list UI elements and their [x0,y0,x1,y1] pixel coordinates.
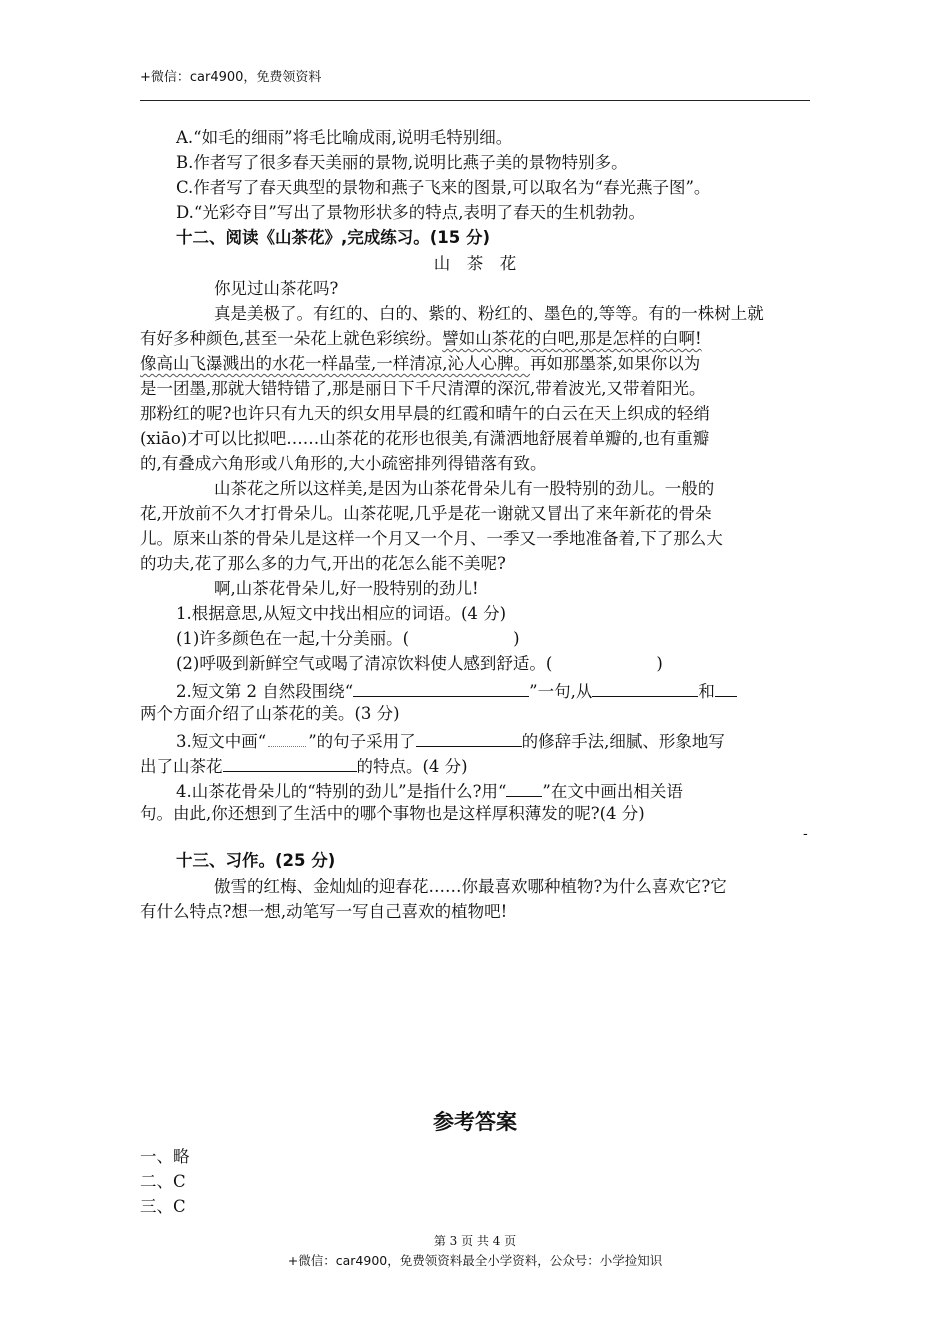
footer-wechat: +微信：car4900，免费领资料最全小学资料，公众号：小学捡知识 [287,1253,663,1268]
header-wechat: +微信：car4900，免费领资料 [140,70,322,85]
passage-p3-line2: 花,开放前不久才打骨朵儿。山茶花呢,几乎是花一谢就又冒出了来年新花的骨朵 [140,504,712,523]
question-2-text-c: 和 [698,682,715,701]
section-13-line1: 傲雪的红梅、金灿灿的迎春花……你最喜欢哪种植物?为什么喜欢它?它 [214,877,727,896]
answer-item-1: 一、略 [140,1147,190,1166]
question-4 [176,778,683,803]
section-13-heading: 十三、习作。(25 分) [176,851,336,870]
question-3-text-a: 3.短文中画“ [176,732,267,751]
underline-symbol [506,778,542,797]
question-3-line2-text-b: 的特点。(4 分) [356,757,468,776]
passage-p1: 你见过山茶花吗? [214,279,339,298]
question-3-text-c: 的修辞手法,细腻、形象地写 [521,732,725,751]
footer-page-number: 第 3 页 共 4 页 [433,1234,517,1248]
question-3-text-b: ”的句子采用了 [308,732,416,751]
question-1-1-text: (1)许多颜色在一起,十分美丽。( [176,629,410,648]
passage-p2-line2 [140,328,702,350]
passage-p3-line4: 的功夫,花了那么多的力气,开出的花怎么能不美呢? [140,554,506,573]
question-1: 1.根据意思,从短文中找出相应的词语。(4 分) [176,604,507,623]
passage-p2-line3-plain: 再如那墨茶,如果你以为 [530,354,701,373]
passage-p2-line7: 的,有叠成六角形或八角形的,大小疏密排列得错落有致。 [140,454,547,473]
option-c: C.作者写了春天典型的景物和燕子飞来的图景,可以取名为“春光燕子图”。 [176,178,711,197]
question-4-text-b: ”在文中画出相关语 [542,782,683,801]
answer-blank-3-feature[interactable] [223,753,357,772]
question-3 [176,728,725,753]
wavy-line-symbol [266,729,308,747]
answer-item-3: 三、C [140,1197,186,1216]
question-1-2-close: ) [656,654,663,673]
answer-blank-2-sentence[interactable] [353,678,529,697]
passage-p3-line3: 儿。原来山茶的骨朵儿是这样一个月又一个月、一季又一季地准备着,下了那么大 [140,529,723,548]
wavy-underlined-sentence: 譬如山茶花的白吧,那是怎样的白啊! [442,329,702,348]
question-3-line2 [140,753,468,778]
question-2-text-b: ”一句,从 [529,682,593,701]
question-2 [176,678,737,703]
passage-p2-line5: 那粉红的呢?也许只有九天的织女用早晨的红霞和晴午的白云在天上织成的轻绡 [140,404,710,423]
answers-title: 参考答案 [433,1110,517,1134]
question-1-1-close: ) [513,629,520,648]
answer-blank-2-aspect1[interactable] [592,678,698,697]
option-d: D.“光彩夺目”写出了景物形状多的特点,表明了春天的生机勃勃。 [176,203,646,222]
passage-title: 山 茶 花 [433,254,517,273]
header-rule [140,100,810,101]
passage-p4: 啊,山茶花骨朵儿,好一股特别的劲儿! [214,579,479,598]
passage-p2-line3 [140,353,700,375]
question-1-1 [176,628,520,650]
question-1-2 [176,653,663,675]
question-2-text-a: 2.短文第 2 自然段围绕“ [176,682,354,701]
passage-p2-line2-plain: 有好多种颜色,甚至一朵花上就色彩缤纷。 [140,329,443,348]
wavy-underlined-sentence-cont: 像高山飞瀑溅出的水花一样晶莹,一样清凉,沁人心脾。 [140,354,530,373]
passage-p2-line6: (xiāo)才可以比拟吧……山茶花的花形也很美,有潇洒地舒展着单瓣的,也有重瓣 [140,429,710,448]
answer-item-2: 二、C [140,1172,186,1191]
question-3-line2-text-a: 出了山茶花 [140,757,223,776]
option-a: A.“如毛的细雨”将毛比喻成雨,说明毛特别细。 [176,128,513,147]
question-1-2-text: (2)呼吸到新鲜空气或喝了清凉饮料使人感到舒适。( [176,654,553,673]
passage-p2-line1: 真是美极了。有红的、白的、紫的、粉红的、墨色的,等等。有的一株树上就 [214,304,764,323]
question-4-line2: 句。由此,你还想到了生活中的哪个事物也是这样厚积薄发的呢?(4 分) [140,804,645,823]
question-2-line2: 两个方面介绍了山茶花的美。(3 分) [140,704,400,723]
option-b: B.作者写了很多春天美丽的景物,说明比燕子美的景物特别多。 [176,153,628,172]
question-4-text-a: 4.山茶花骨朵儿的“特别的劲儿”是指什么?用“ [176,782,507,801]
answer-blank-2-aspect2[interactable] [715,678,737,697]
stray-dash: - [803,826,808,842]
passage-p2-line4: 是一团墨,那就大错特错了,那是丽日下千尺清潭的深沉,带着波光,又带着阳光。 [140,379,706,398]
section-13-line2: 有什么特点?想一想,动笔写一写自己喜欢的植物吧! [140,902,508,921]
section-12-heading: 十二、阅读《山茶花》,完成练习。(15 分) [176,228,491,247]
passage-p3-line1: 山茶花之所以这样美,是因为山茶花骨朵儿有一股特别的劲儿。一般的 [214,479,715,498]
answer-blank-3-rhetoric[interactable] [416,728,522,747]
